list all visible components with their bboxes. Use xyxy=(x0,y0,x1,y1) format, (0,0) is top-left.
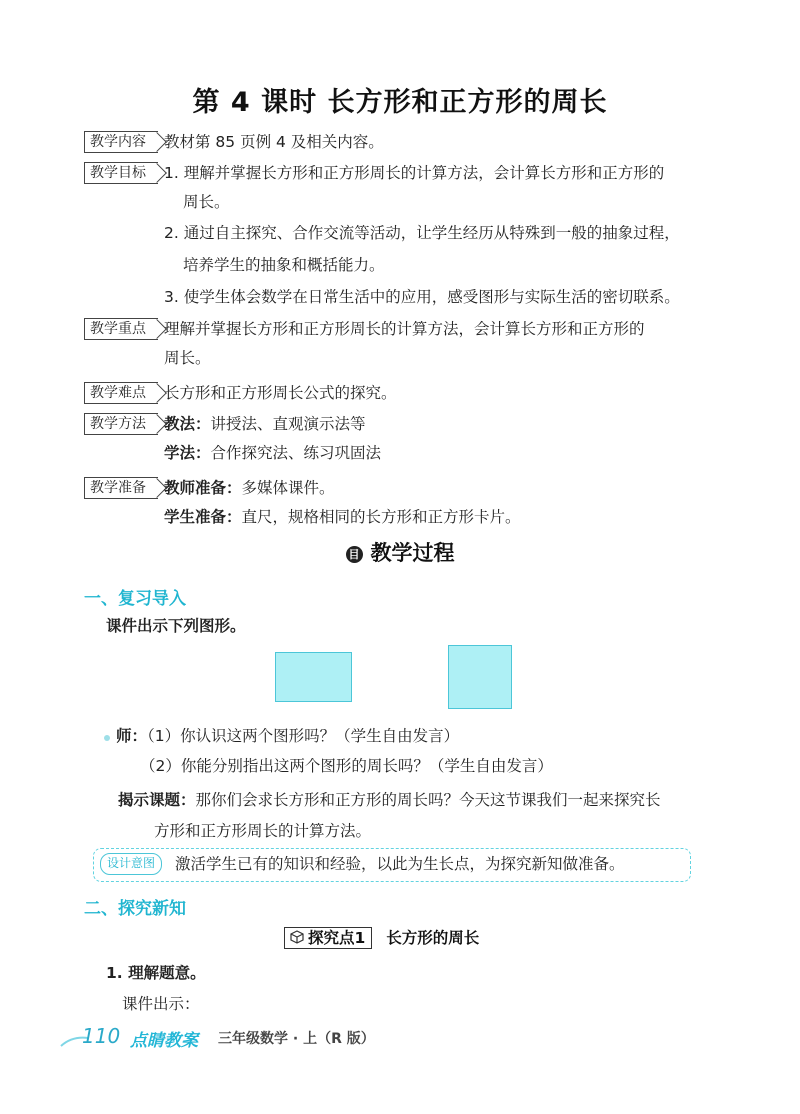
process-title: 教学过程 xyxy=(370,541,455,565)
prep-teacher-label: 教师准备： xyxy=(164,479,242,497)
method-teach xyxy=(164,413,366,435)
explore-title: 长方形的周长 xyxy=(386,929,480,947)
method-learn-text: 合作探究法、练习巩固法 xyxy=(210,444,382,462)
page-number: 110 xyxy=(82,1024,121,1048)
show-shapes-text: 课件出示下列图形。 xyxy=(106,617,246,635)
goal-1-line-2: 周长。 xyxy=(183,193,230,211)
reveal-label: 揭示课题： xyxy=(118,791,196,809)
method-teach-label: 教法： xyxy=(164,415,211,433)
section-review: 一、复习导入 xyxy=(84,589,186,609)
prep-teacher xyxy=(164,477,335,499)
reveal-line-1 xyxy=(118,789,661,811)
tag-goals: 教学目标 xyxy=(84,162,158,184)
tag-difficulty: 教学难点 xyxy=(84,382,158,404)
rectangle-shape xyxy=(275,652,352,702)
method-learn xyxy=(164,442,381,464)
goal-1-line-1: 1. 理解并掌握长方形和正方形周长的计算方法，会计算长方形和正方形的 xyxy=(164,164,665,182)
reveal-text-1: 那你们会求长方形和正方形的周长吗？今天这节课我们一起来探究长 xyxy=(195,791,661,809)
teacher-q2: （2）你能分别指出这两个图形的周长吗？（学生自由发言） xyxy=(140,757,553,775)
series-logo: 点睛教案 xyxy=(130,1031,198,1051)
explore-point-tag xyxy=(284,927,372,949)
section-explore: 二、探究新知 xyxy=(84,899,186,919)
page-title: 第 4 课时 长方形和正方形的周长 xyxy=(192,87,608,118)
grade-label: 三年级数学 · 上（R 版） xyxy=(218,1031,375,1047)
prep-student-text: 直尺，规格相同的长方形和正方形卡片。 xyxy=(241,508,521,526)
goal-2-line-1: 2. 通过自主探究、合作交流等活动，让学生经历从特殊到一般的抽象过程， xyxy=(164,224,680,242)
goal-3: 3. 使学生体会数学在日常生活中的应用，感受图形与实际生活的密切联系。 xyxy=(164,288,680,306)
tag-content: 教学内容 xyxy=(84,131,158,153)
method-learn-label: 学法： xyxy=(164,444,211,462)
tag-preparation: 教学准备 xyxy=(84,477,158,499)
cube-icon xyxy=(289,930,305,944)
explore-point-heading xyxy=(284,926,479,949)
square-shape xyxy=(448,645,512,709)
focus-line-2: 周长。 xyxy=(164,349,211,367)
prep-teacher-text: 多媒体课件。 xyxy=(241,479,335,497)
content-text: 教材第 85 页例 4 及相关内容。 xyxy=(164,133,384,151)
reveal-line-2: 方形和正方形周长的计算方法。 xyxy=(154,822,372,840)
method-teach-text: 讲授法、直观演示法等 xyxy=(210,415,366,433)
tag-methods: 教学方法 xyxy=(84,413,158,435)
tag-focus: 教学重点 xyxy=(84,318,158,340)
process-heading xyxy=(0,537,800,567)
focus-line-1: 理解并掌握长方形和正方形周长的计算方法，会计算长方形和正方形的 xyxy=(164,320,645,338)
teacher-q1 xyxy=(116,725,459,747)
teacher-q1-text: （1）你认识这两个图形吗？（学生自由发言） xyxy=(147,727,460,745)
document-icon: 目 xyxy=(346,546,363,563)
prep-student-label: 学生准备： xyxy=(164,508,242,526)
design-intent-text: 激活学生已有的知识和经验，以此为生长点，为探究新知做准备。 xyxy=(175,855,625,873)
bullet-dot-icon xyxy=(104,735,110,741)
prep-student xyxy=(164,506,521,528)
step-1: 1. 理解题意。 xyxy=(106,964,206,982)
explore-tag-label: 探究点1 xyxy=(308,929,366,947)
difficulty-text: 长方形和正方形周长公式的探究。 xyxy=(164,384,397,402)
teacher-label: 师： xyxy=(116,727,148,745)
goal-2-line-2: 培养学生的抽象和概括能力。 xyxy=(183,256,385,274)
courseware-text: 课件出示： xyxy=(122,995,200,1013)
design-intent-tag: 设计意图 xyxy=(100,853,162,875)
